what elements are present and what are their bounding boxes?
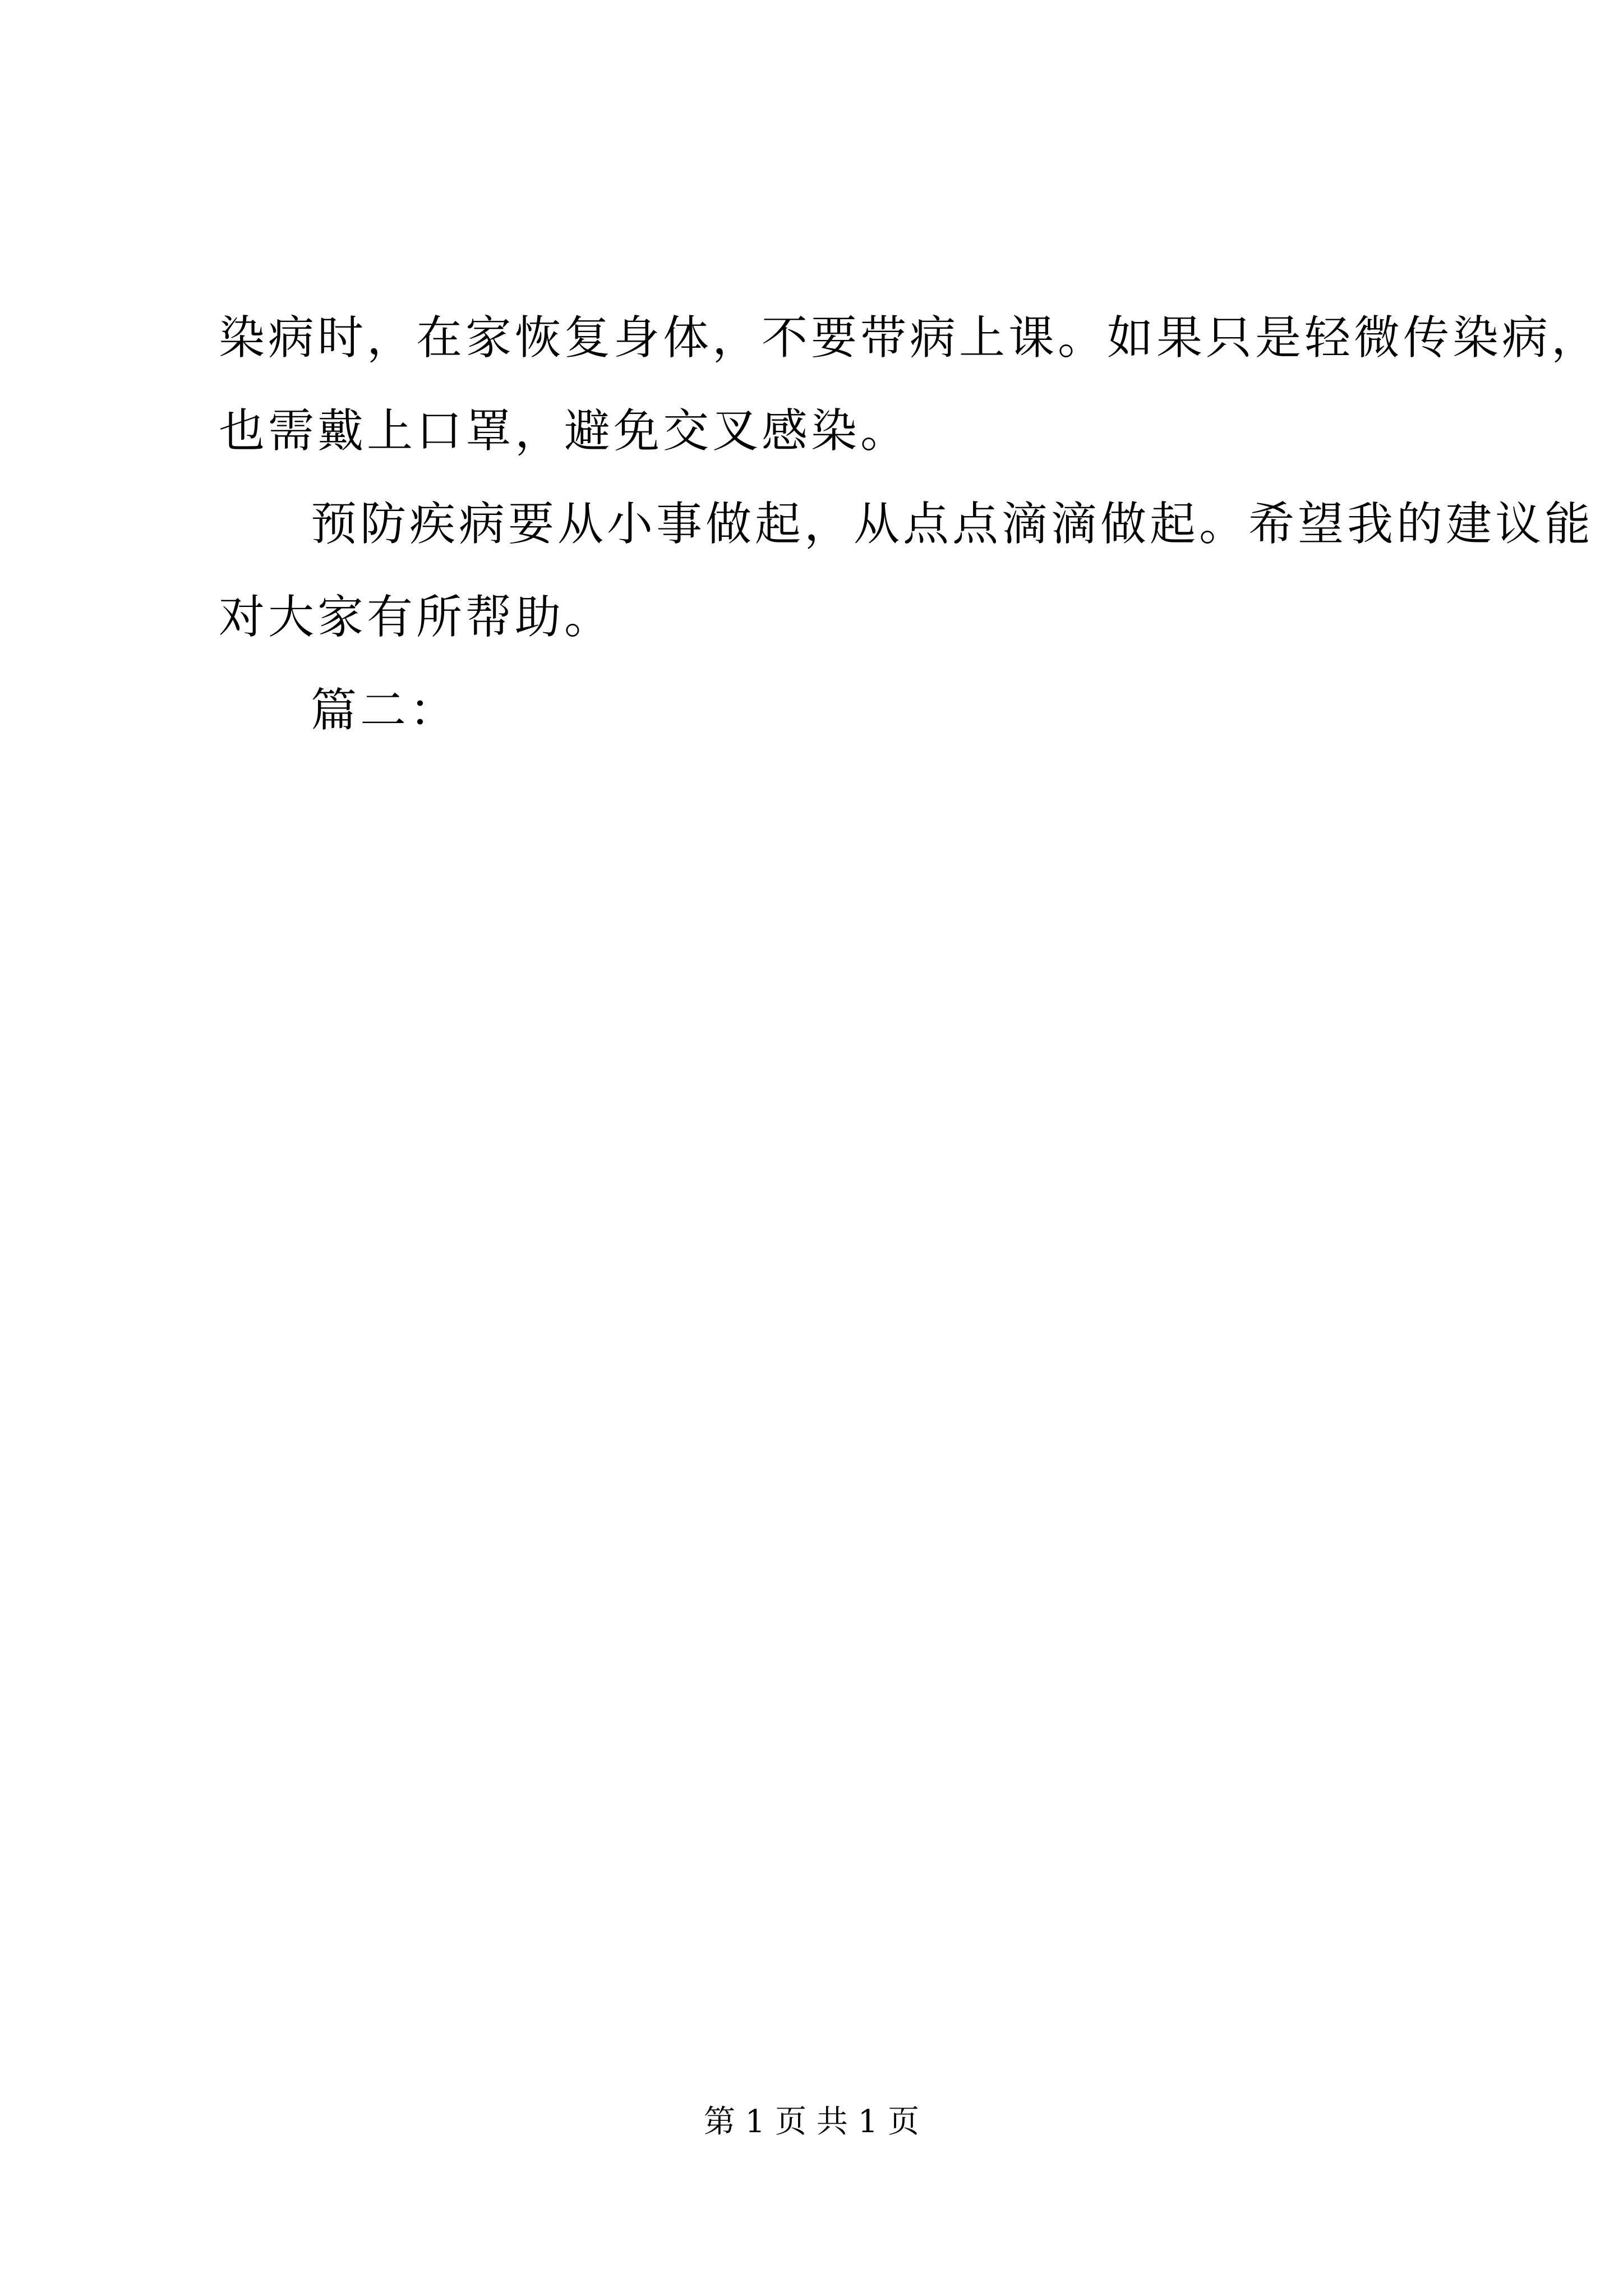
text-line: 预防疾病要从小事做起，从点点滴滴做起。希望我的建议能 (311, 498, 1594, 551)
section-heading: 篇二： (311, 684, 459, 737)
document-body (219, 292, 1601, 757)
page-footer: 第 1 页 共 1 页 (703, 2104, 920, 2140)
text-line: 对大家有所帮助。 (219, 591, 614, 644)
text-line: 染病时，在家恢复身体，不要带病上课。如果只是轻微传染病， (219, 311, 1601, 365)
text-line: 也需戴上口罩，避免交叉感染。 (219, 404, 910, 458)
